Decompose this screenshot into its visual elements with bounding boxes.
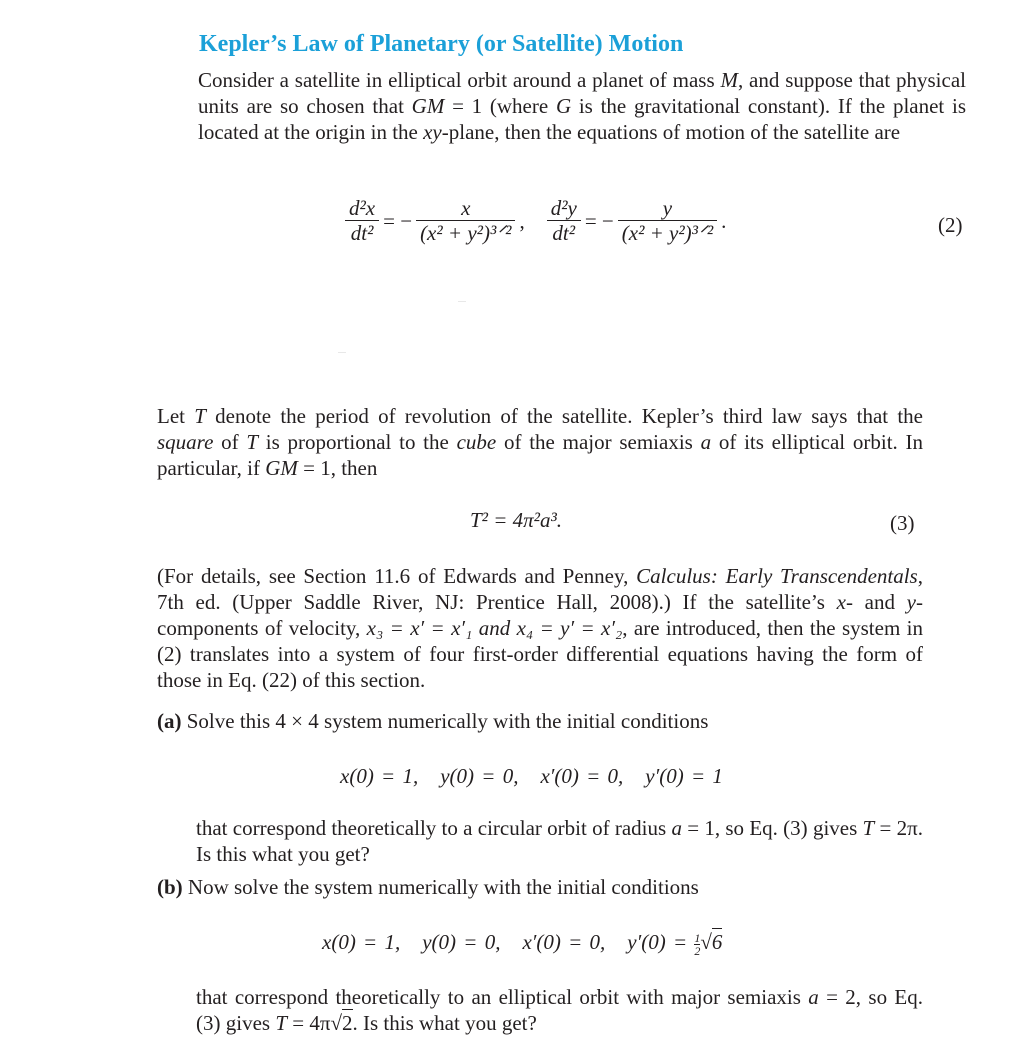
intro-text-2: , and suppose that physical units are so chosen that [198,68,966,118]
intro-text-4: is the gravitational constant). If the planet is located at the origin in the [198,94,967,144]
mass-symbol: M [720,68,738,92]
part-a [157,708,923,734]
part-b-cont-4: . Is this what you get? [352,1011,537,1035]
sqrt-radicand: 6 [711,930,723,954]
part-b-T-symbol: T [275,1011,288,1035]
equation-2-number: (2) [938,213,963,237]
x-symbol: x [836,590,846,614]
eq2-rhs-x [416,196,515,245]
part-a-text: Solve this 4 × 4 system numerically with the initial conditions [186,709,709,733]
part-b-cont-2: = 2, so Eq. (3) gives [196,985,923,1035]
p2-text-2: denote the period of revolution of the satellite. Kepler’s third law says that the [205,404,924,428]
p2-text-1: Let [157,404,195,428]
p3-text-4: -components of velocity, [157,590,923,640]
ic-b-yprime: y′(0) = [627,930,695,954]
g-symbol: G [555,94,572,118]
equation-3: T² = 4π²a³. [470,508,563,532]
cube-emphasis: cube [456,430,497,454]
semiaxis-symbol: a [700,430,712,454]
period-symbol-2: T [246,430,259,454]
p3-text-2: , 7th ed. (Upper Saddle River, NJ: Prentice Hall, 2008).) If the satellite’s [157,564,923,614]
part-b-cont-3: = 4π [287,1011,331,1035]
one-half-fraction [694,932,700,957]
equation-2 [345,196,730,245]
gm-symbol-2: GM [265,456,298,480]
eq2-rhs-y [618,196,717,245]
eq2-lhs-x-denominator: dt² [345,220,379,245]
gm-symbol: GM [411,94,445,118]
eq2-lhs-x [345,196,379,245]
part-a-label: (a) [157,709,182,733]
eq2-lhs-y [547,196,581,245]
part-a-T-symbol: T [862,816,875,840]
part-b [157,874,923,900]
ic-a-x: x(0) = 1, [340,764,419,788]
part-a-initial-conditions [340,763,723,789]
xy-symbol: xy [423,120,442,144]
intro-text-5: -plane, then the equations of motion of the satellite are [441,120,901,144]
ic-b-x: x(0) = 1, [322,930,401,954]
book-title: Calculus: Early Transcendentals [636,564,918,588]
part-b-cont-1: that correspond theoretically to an elliptical orbit with major semiaxis [196,985,809,1009]
section-title: Kepler’s Law of Planetary (or Satellite) Motion [199,31,684,57]
part-b-a-symbol: a [808,985,819,1009]
eq2-rhs-x-denominator: (x² + y²)³ᐟ² [416,220,515,245]
p2-text-4: is proportional to the [258,430,457,454]
part-a-a-symbol: a [671,816,682,840]
p2-text-7: = 1, then [297,456,378,480]
square-emphasis: square [157,430,214,454]
velocity-definition: x₃ = x′ = x′₁ and x₄ = y′ = x′₂ [366,616,623,640]
p2-text-5: of the major semiaxis [496,430,701,454]
eq2-rhs-y-denominator: (x² + y²)³ᐟ² [618,220,717,245]
part-a-cont-2: = 1, so Eq. (3) gives [681,816,863,840]
ic-a-yprime: y′(0) = 1 [645,764,723,788]
part-a-cont-1: that correspond theoretically to a circular orbit of radius [196,816,672,840]
p2-text-3: of [213,430,247,454]
half-denominator: 2 [694,943,701,958]
details-paragraph [157,563,923,693]
eq2-rhs-y-numerator: y [662,196,673,220]
part-b-sqrt-radicand: 2 [342,1011,353,1035]
eq2-comma: , [519,208,525,233]
intro-text-3: = 1 (where [444,94,556,118]
part-b-text: Now solve the system numerically with the initial conditions [187,875,699,899]
y-symbol: y [906,590,916,614]
p3-text-3: - and [845,590,907,614]
p3-text-5: , are introduced, then the system in (2) translates into a system of four first-order differential equations having the form of those in Eq. (22) of this section. [157,616,923,692]
eq2-period: . [721,208,727,233]
eq2-lhs-x-numerator: d²x [349,196,376,220]
eq2-lhs-y-numerator: d²y [550,196,577,220]
ic-b-y: y(0) = 0, [422,930,501,954]
scan-artifact [458,301,466,302]
part-a-cont-3: = 2π. Is this what you get? [196,816,923,866]
kepler-third-law-paragraph [157,403,923,481]
equation-3-number: (3) [890,511,915,535]
ic-b-xprime: x′(0) = 0, [522,930,606,954]
period-symbol: T [194,404,206,428]
ic-a-xprime: x′(0) = 0, [540,764,624,788]
eq2-rhs-x-numerator: x [461,196,471,220]
scan-artifact [338,352,346,353]
part-a-continuation [196,815,923,867]
ic-a-y: y(0) = 0, [440,764,519,788]
intro-paragraph [198,67,966,145]
part-b-initial-conditions: x(0) = 1, y(0) = 0, x′(0) = 0, y′(0) = $\frac{1}{2}$ √6 [322,930,723,958]
half-numerator: 1 [694,930,701,945]
part-b-continuation: that correspond theoretically to an elliptical orbit with major semiaxis a = 2, so Eq. (3) gives T = 4π√2. Is this what you get? [196,985,923,1035]
eq2-equals-minus-2: = − [584,208,614,233]
p2-text-6: of its elliptical orbit. In particular, if [157,430,924,480]
eq2-equals-minus-1: = − [383,208,413,233]
p3-text-1: (For details, see Section 11.6 of Edwards and Penney, [157,564,637,588]
part-b-label: (b) [157,875,183,899]
intro-text-1: Consider a satellite in elliptical orbit around a planet of mass [198,68,721,92]
eq2-lhs-y-denominator: dt² [547,220,581,245]
